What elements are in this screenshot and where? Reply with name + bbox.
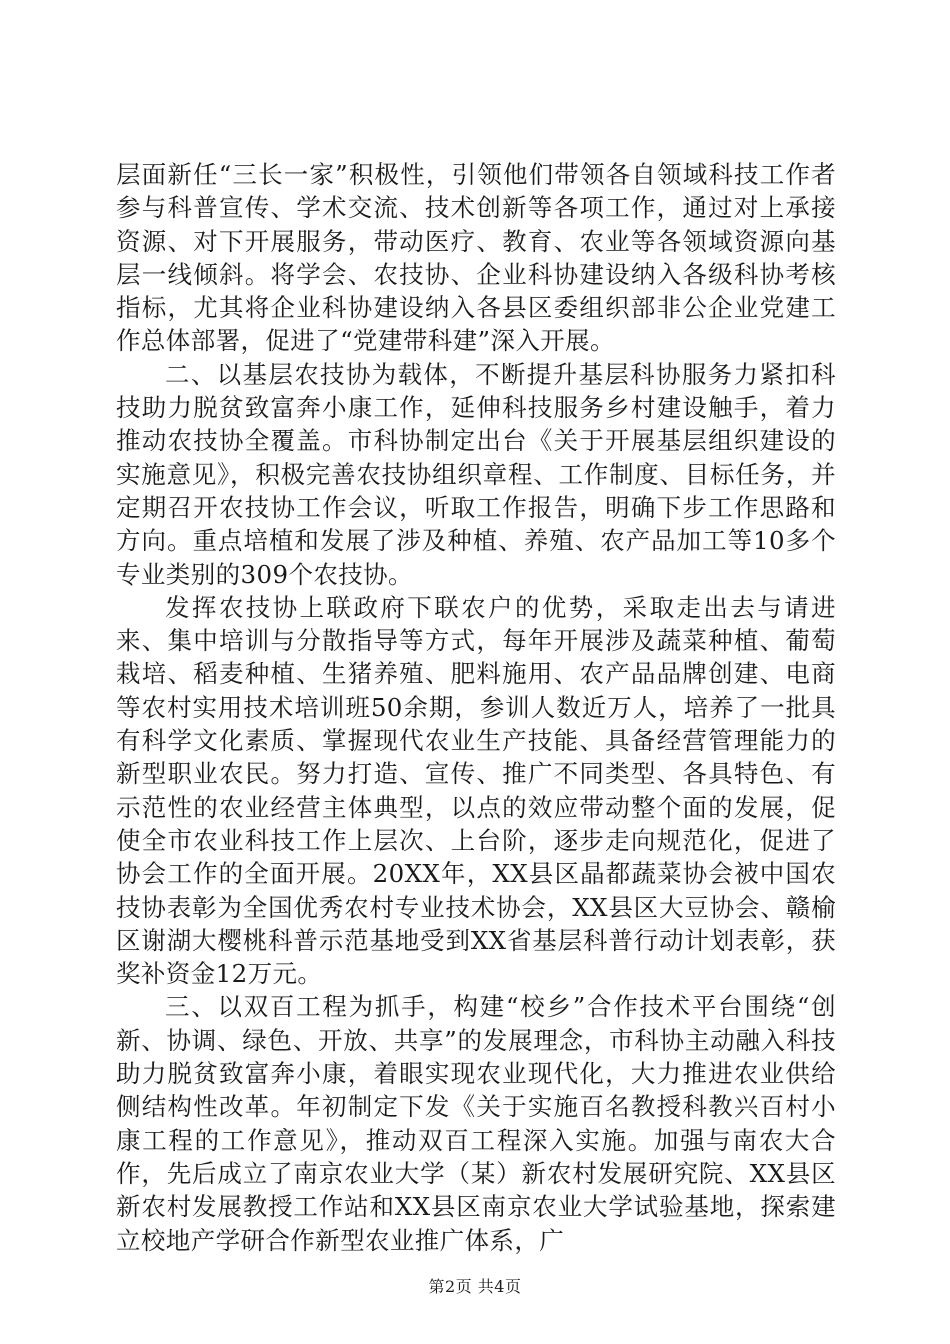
page-number-footer: 第2页 共4页 [428,1277,522,1296]
paragraph-continuation: 层面新任“三长一家”积极性，引领他们带领各自领域科技工作者参与科普宣传、学术交流、技术创新等各项工作，通过对上承接资源、对下开展服务，带动医疗、教育、农业等各领域资源向基层一线倾斜。将学会、农技协、企业科协建设纳入各级科协考核指标，尤其将企业科协建设纳入各县区委组织部非公企业党建工作总体部署，促进了“党建带科建”深入开展。 [116,160,836,356]
paragraph-farm-association: 发挥农技协上联政府下联农户的优势，采取走出去与请进来、集中培训与分散指导等方式，每年开展涉及蔬菜种植、葡萄栽培、稻麦种植、生猪养殖、肥料施用、农产品品牌创建、电商等农村实用技术培训班50余期，参训人数近万人，培养了一批具有科学文化素质、掌握现代农业生产技能、具备经营管理能力的新型职业农民。努力打造、宣传、推广不同类型、各具特色、有示范性的农业经营主体典型，以点的效应带动整个面的发展，促使全市农业科技工作上层次、上台阶，逐步走向规范化，促进了协会工作的全面开展。20XX年，XX县区晶都蔬菜协会被中国农技协表彰为全国优秀农村专业技术协会，XX县区大豆协会、赣榆区谢湖大樱桃科普示范基地受到XX省基层科普行动计划表彰，获奖补资金12万元。 [116,592,836,989]
document-body [116,158,836,1257]
paragraph-section-two: 二、以基层农技协为载体，不断提升基层科协服务力紧扣科技助力脱贫致富奔小康工作，延伸科技服务乡村建设触手，着力推动农技协全覆盖。市科协制定出台《关于开展基层组织建设的实施意见》，积极完善农技协组织章程、工作制度、目标任务，并定期召开农技协工作会议，听取工作报告，明确下步工作思路和方向。重点培植和发展了涉及种植、养殖、农产品加工等10多个专业类别的309个农技协。 [116,359,836,589]
paragraph-section-three: 三、以双百工程为抓手，构建“校乡”合作技术平台围绕“创新、协调、绿色、开放、共享”的发展理念，市科协主动融入科技助力脱贫致富奔小康，着眼实现农业现代化，大力推进农业供给侧结构性改革。年初制定下发《关于实施百名教授科教兴百村小康工程的工作意见》，推动双百工程深入实施。加强与南农大合作，先后成立了南京农业大学（某）新农村发展研究院、XX县区新农村发展教授工作站和XX县区南京农业大学试验基地，探索建立校地产学研合作新型农业推广体系，广 [116,992,836,1255]
